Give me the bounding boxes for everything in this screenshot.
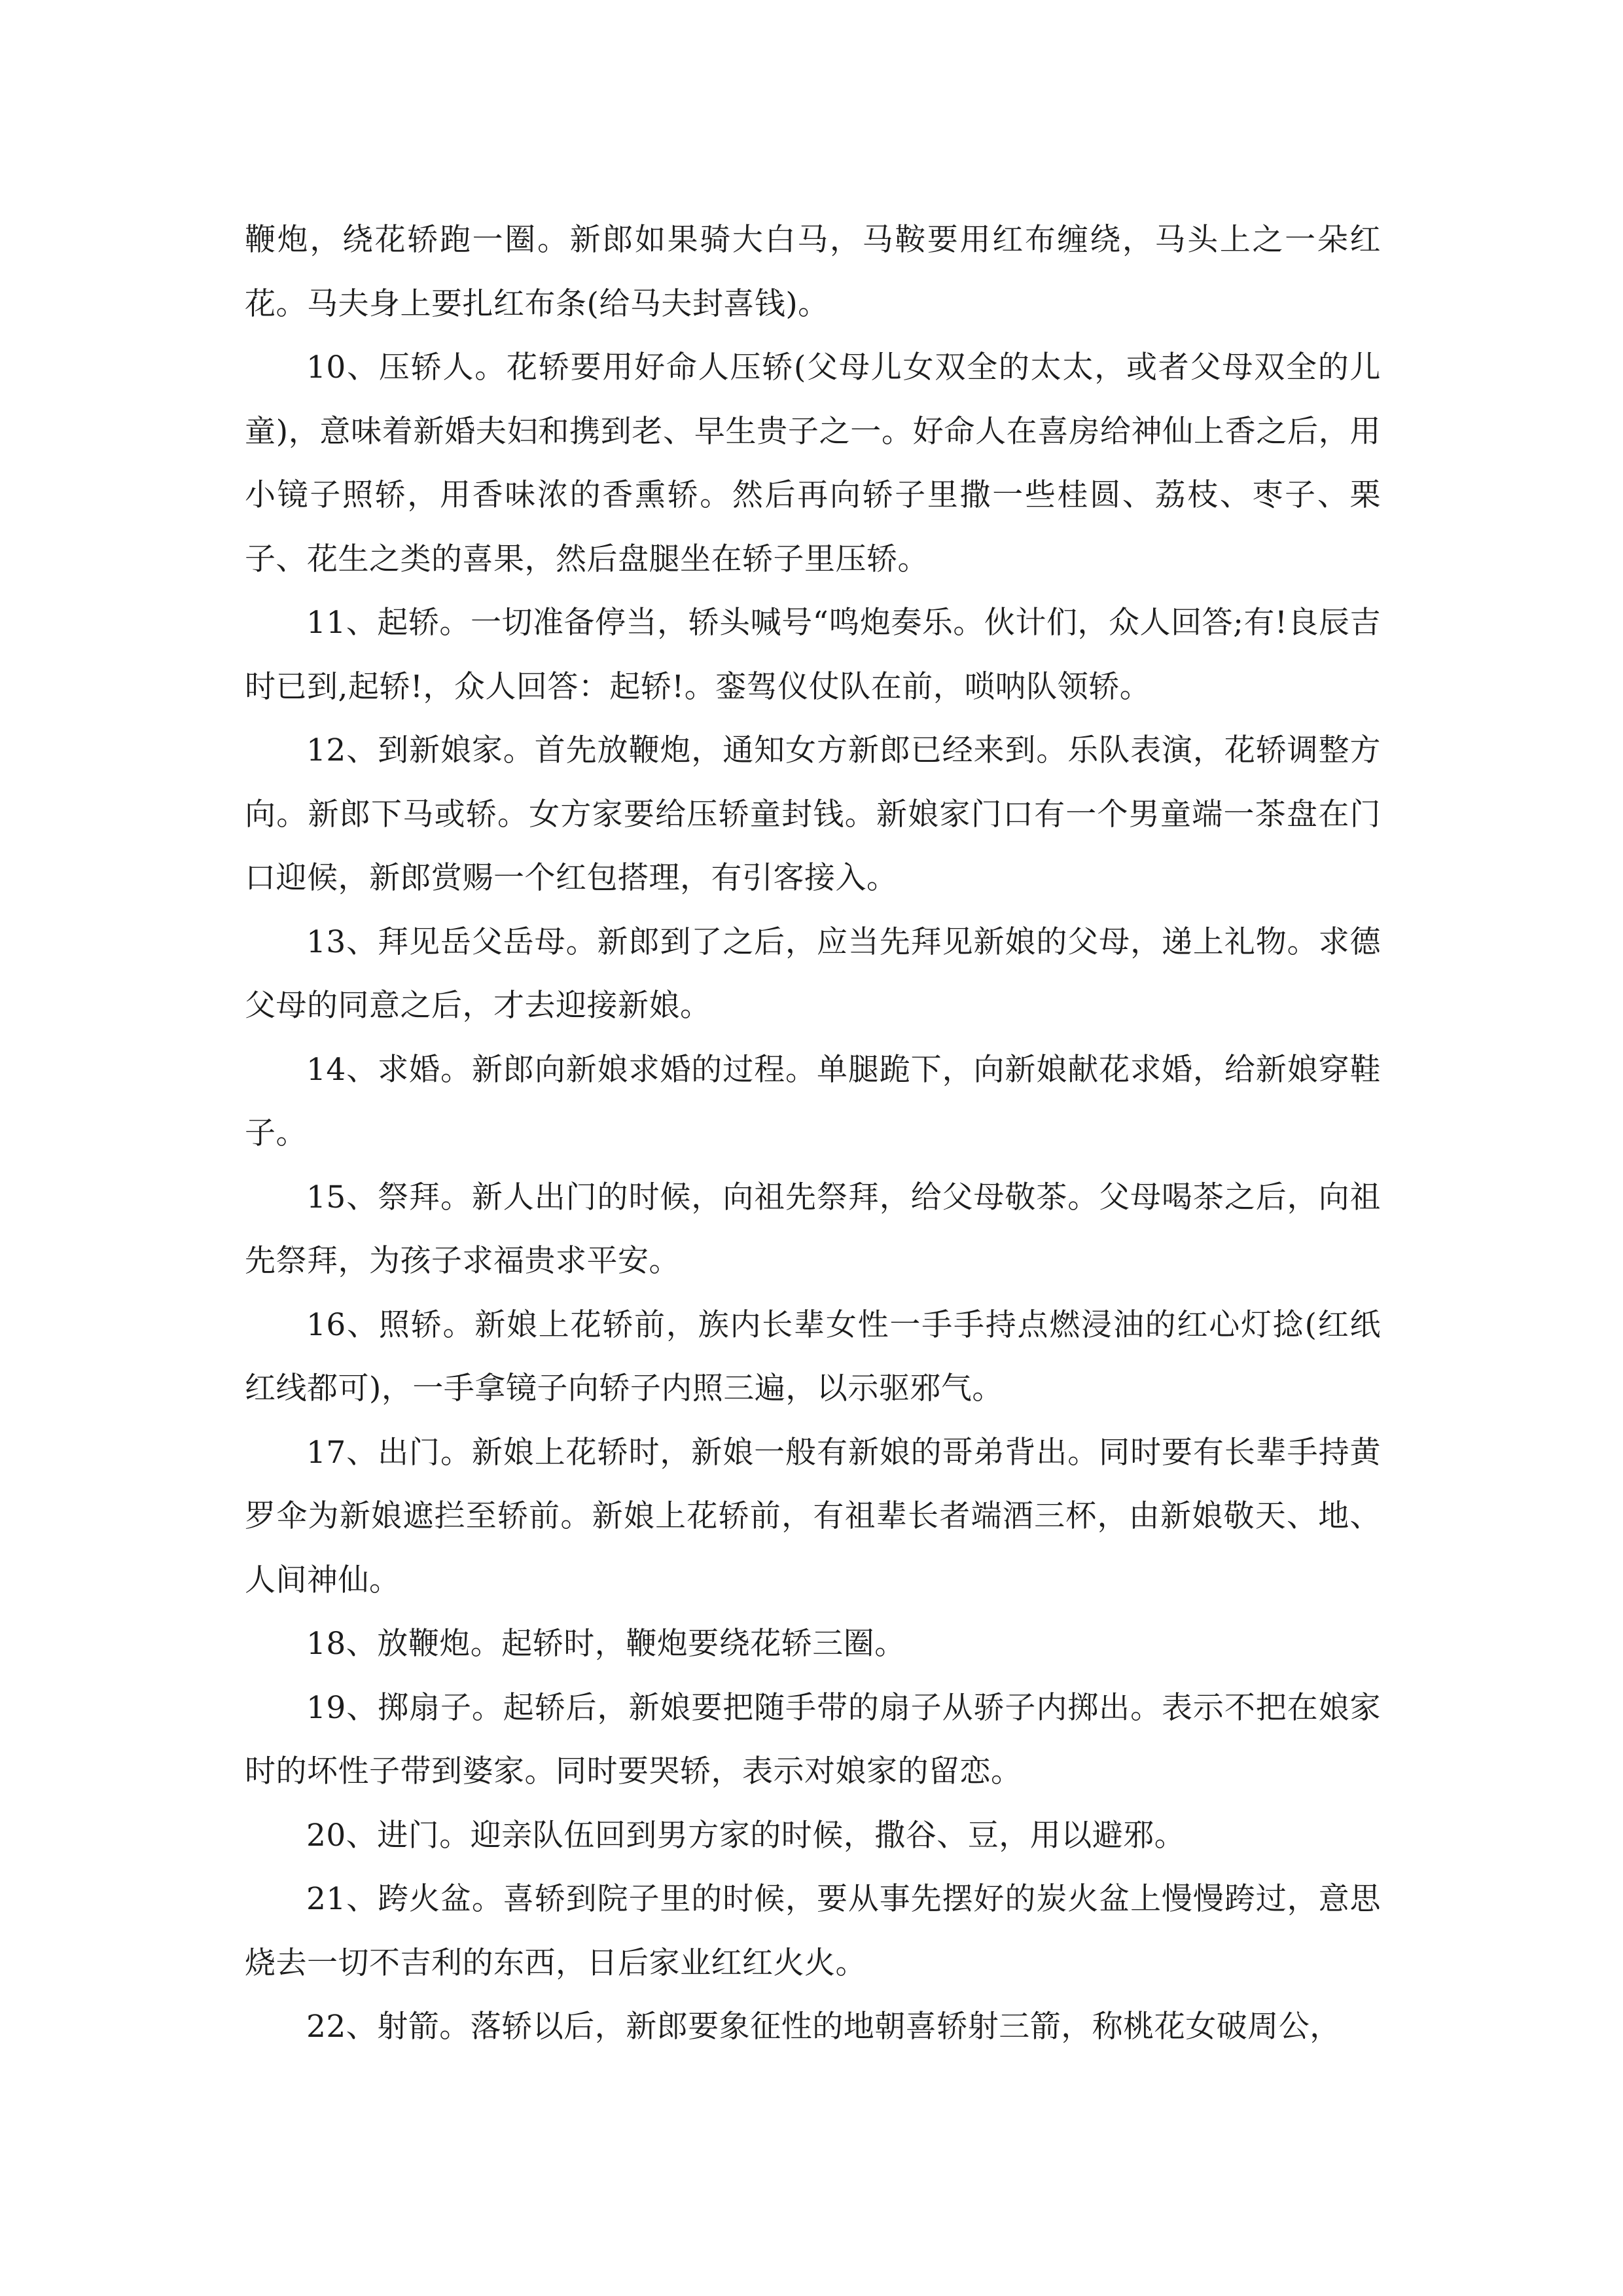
paragraph-item-17: 17、出门。新娘上花轿时，新娘一般有新娘的哥弟背出。同时要有长辈手持黄罗伞为新娘遮拦至轿前。新娘上花轿前，有祖辈长者端酒三杯，由新娘敬天、地、人间神仙。 bbox=[245, 1434, 1381, 1598]
paragraph-item-20: 20、进门。迎亲队伍回到男方家的时候，撒谷、豆，用以避邪。 bbox=[306, 1817, 1186, 1854]
document-body bbox=[245, 208, 1381, 2059]
paragraph-item-22: 22、射箭。落轿以后，新郎要象征性的地朝喜轿射三箭，称桃花女破周公， bbox=[306, 2009, 1341, 2045]
paragraph-item-11: 11、起轿。一切准备停当，轿头喊号“鸣炮奏乐。伙计们，众人回答;有!良辰吉时已到,起轿!，众人回答：起轿!。銮驾仪仗队在前，唢呐队领轿。 bbox=[245, 605, 1381, 705]
paragraph-item-10: 10、压轿人。花轿要用好命人压轿(父母儿女双全的太太，或者父母双全的儿童)，意味着新婚夫妇和携到老、早生贵子之一。好命人在喜房给神仙上香之后，用小镜子照轿，用香味浓的香熏轿。然后再向轿子里撒一些桂圆、荔枝、枣子、栗子、花生之类的喜果，然后盘腿坐在轿子里压轿。 bbox=[245, 350, 1381, 577]
paragraph-item-18: 18、放鞭炮。起轿时，鞭炮要绕花轿三圈。 bbox=[306, 1626, 906, 1662]
paragraph-item-16: 16、照轿。新娘上花轿前，族内长辈女性一手手持点燃浸油的红心灯捻(红纸红线都可)，一手拿镜子向轿子内照三遍，以示驱邪气。 bbox=[245, 1306, 1381, 1407]
paragraph-item-14: 14、求婚。新郎向新娘求婚的过程。单腿跪下，向新娘献花求婚，给新娘穿鞋子。 bbox=[245, 1051, 1381, 1151]
paragraph-continuation: 鞭炮，绕花轿跑一圈。新郎如果骑大白马，马鞍要用红布缠绕，马头上之一朵红花。马夫身上要扎红布条(给马夫封喜钱)。 bbox=[245, 222, 1381, 322]
paragraph-item-21: 21、跨火盆。喜轿到院子里的时候，要从事先摆好的炭火盆上慢慢跨过，意思烧去一切不吉利的东西，日后家业红红火火。 bbox=[245, 1881, 1381, 1981]
paragraph-item-12: 12、到新娘家。首先放鞭炮，通知女方新郎已经来到。乐队表演，花轿调整方向。新郎下马或轿。女方家要给压轿童封钱。新娘家门口有一个男童端一茶盘在门口迎候，新郎赏赐一个红包搭理，有引客接入。 bbox=[245, 732, 1381, 896]
paragraph-item-15: 15、祭拜。新人出门的时候，向祖先祭拜，给父母敬茶。父母喝茶之后，向祖先祭拜，为孩子求福贵求平安。 bbox=[245, 1179, 1381, 1279]
paragraph-item-19: 19、掷扇子。起轿后，新娘要把随手带的扇子从骄子内掷出。表示不把在娘家时的坏性子带到婆家。同时要哭轿，表示对娘家的留恋。 bbox=[245, 1689, 1381, 1789]
paragraph-item-13: 13、拜见岳父岳母。新郎到了之后，应当先拜见新娘的父母，递上礼物。求德父母的同意之后，才去迎接新娘。 bbox=[245, 924, 1381, 1024]
